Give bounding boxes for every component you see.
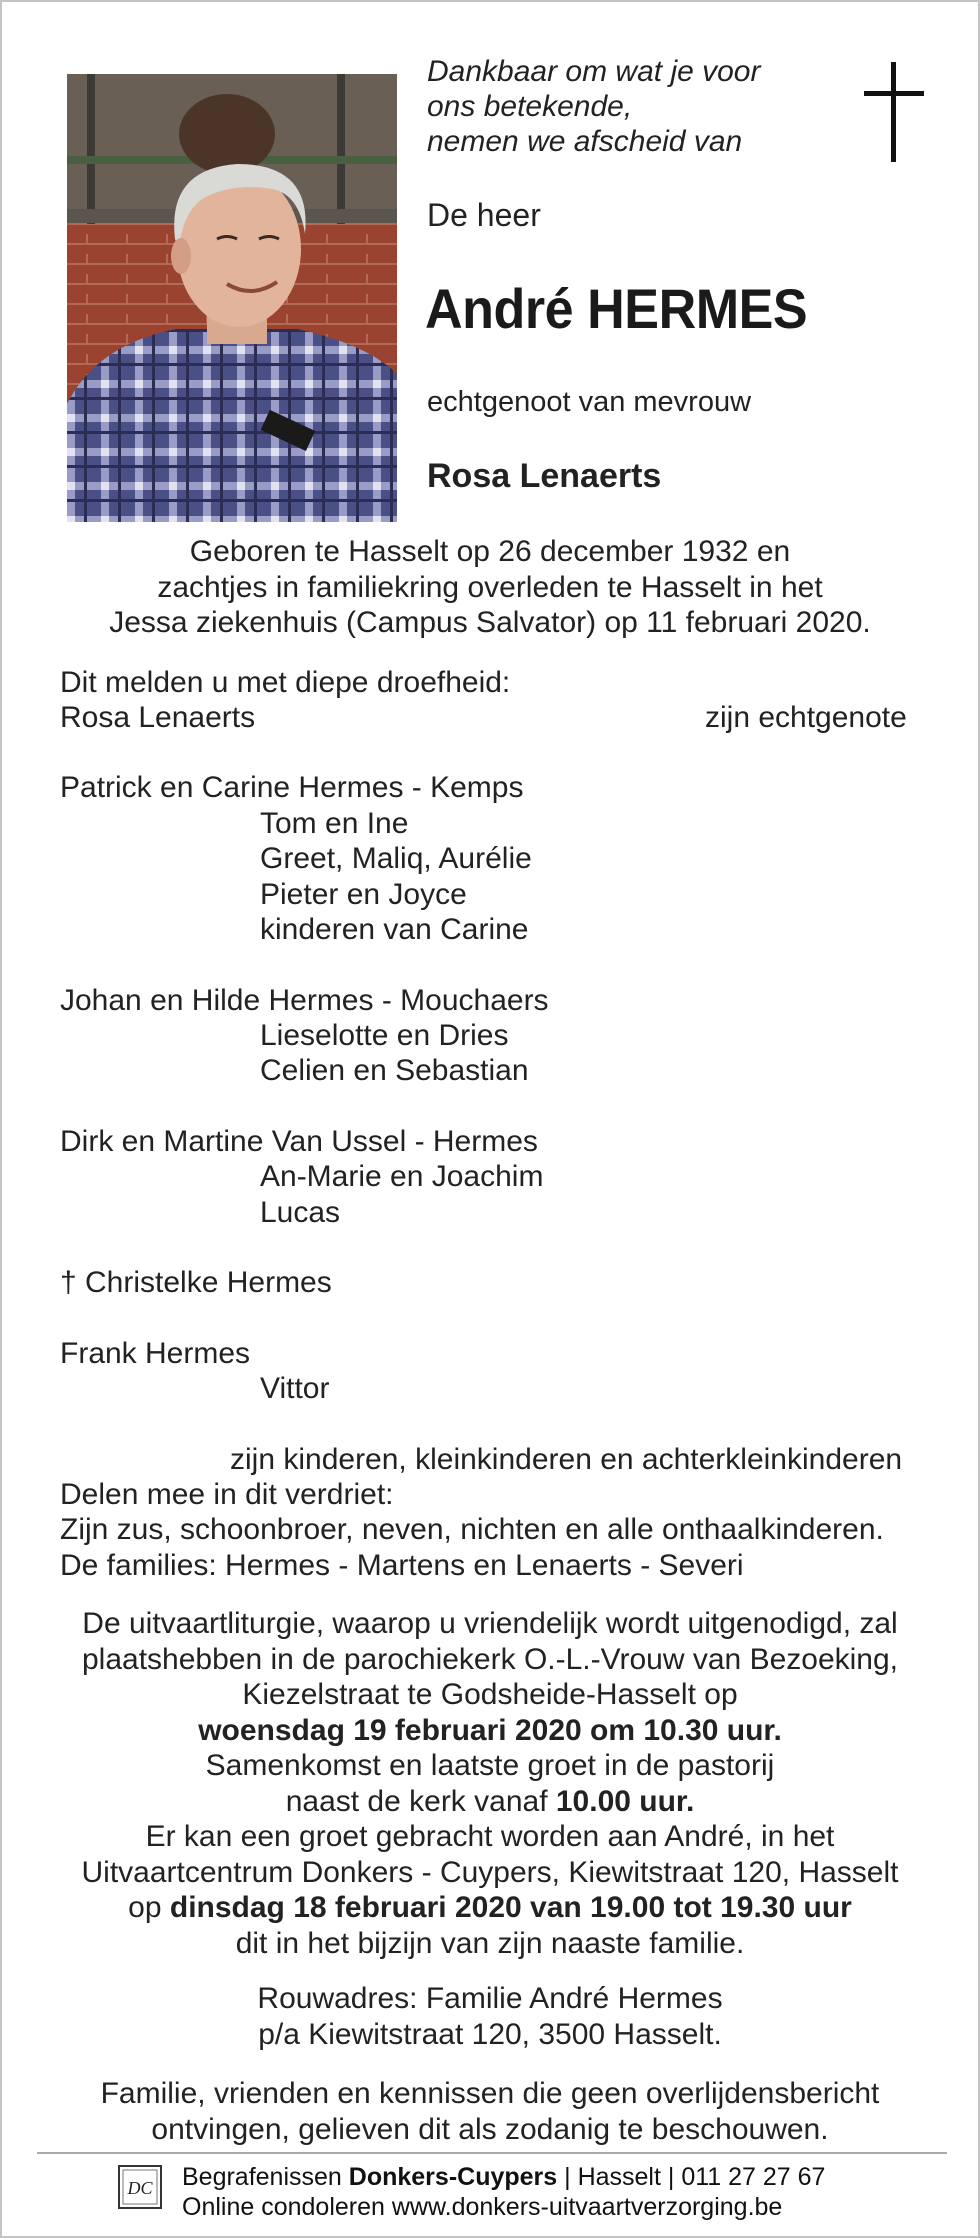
share-line: Zijn zus, schoonbroer, neven, nichten en alle onthaalkinderen.: [60, 1513, 884, 1546]
text-line: Samenkomst en laatste groet in de pastorij: [205, 1749, 775, 1782]
family-head: Dirk en Martine Van Ussel - Hermes: [60, 1125, 538, 1158]
text-line: op dinsdag 18 februari 2020 van 19.00 tot 19.30 uur: [128, 1891, 852, 1924]
text-line: Familie, vrienden en kennissen die geen overlijdensbericht: [100, 2077, 880, 2110]
footer-line-2: Online condoleren www.donkers-uitvaartverzorging.be: [182, 2193, 783, 2221]
family-member: Lieselotte en Dries: [260, 1019, 509, 1052]
announce-heading: Dit melden u met diepe droefheid:: [60, 666, 511, 699]
spouse-label: echtgenoot van mevrouw: [427, 386, 752, 418]
text-line: dit in het bijzijn van zijn naaste familie.: [235, 1926, 745, 1960]
family-member: Greet, Maliq, Aurélie: [260, 842, 532, 875]
quote-line: Dankbaar om wat je voor: [427, 55, 761, 88]
family-member: kinderen van Carine: [260, 913, 529, 946]
family-head: Patrick en Carine Hermes - Kemps: [60, 771, 524, 804]
footer-divider: [37, 2152, 947, 2154]
portrait-photo: [67, 74, 397, 522]
deceased-name: André HERMES: [425, 277, 808, 340]
honorific: De heer: [427, 197, 541, 233]
family-member: Pieter en Joyce: [260, 878, 467, 911]
text-line: Geboren te Hasselt op 26 december 1932 en: [189, 535, 791, 568]
announce-spouse-role: zijn echtgenote: [705, 701, 907, 734]
ceremony-text: [2, 1606, 978, 1961]
family-head: † Christelke Hermes: [60, 1266, 332, 1299]
relation-text: zijn kinderen, kleinkinderen en achterkleinkinderen: [230, 1443, 903, 1476]
family-head: Frank Hermes: [60, 1337, 251, 1370]
family-member: An-Marie en Joachim: [260, 1160, 544, 1193]
notice-text: [2, 2076, 978, 2147]
birth-death-text: [2, 534, 978, 641]
footer-line-1: Begrafenissen Donkers-Cuypers | Hasselt | 011 27 27 67: [182, 2163, 826, 2191]
address-text: [2, 1981, 978, 2052]
text-line: p/a Kiewitstraat 120, 3500 Hasselt.: [258, 2017, 722, 2051]
family-member: Vittor: [260, 1372, 330, 1405]
ceremony-date: woensdag 19 februari 2020 om 10.30 uur.: [198, 1713, 782, 1747]
text-line: naast de kerk vanaf 10.00 uur.: [285, 1784, 695, 1818]
family-member: Lucas: [260, 1196, 341, 1229]
text-line: Er kan een groet gebracht worden aan André, in het: [145, 1820, 835, 1853]
funeral-home-name: Donkers-Cuypers: [348, 2163, 558, 2191]
text-line: De uitvaartliturgie, waarop u vriendelijk wordt uitgenodigd, zal: [82, 1607, 898, 1640]
quote-line: ons betekende,: [427, 90, 633, 123]
text-line: Rouwadres: Familie André Hermes: [257, 1982, 723, 2015]
text-line: Jessa ziekenhuis (Campus Salvator) op 11 februari 2020.: [109, 606, 871, 639]
family-member: Celien en Sebastian: [260, 1054, 529, 1087]
svg-text:DC: DC: [127, 2178, 153, 2198]
text-line: zachtjes in familiekring overleden te Hasselt in het: [157, 570, 823, 604]
announce-spouse: Rosa Lenaerts: [60, 701, 256, 734]
family-head: Johan en Hilde Hermes - Mouchaers: [60, 984, 549, 1017]
text-line: plaatshebben in de parochiekerk O.-L.-Vrouw van Bezoeking,: [81, 1642, 899, 1676]
quote-line: nemen we afscheid van: [427, 125, 743, 158]
share-line: De families: Hermes - Martens en Lenaerts - Severi: [60, 1549, 744, 1582]
family-member: Tom en Ine: [260, 807, 409, 840]
text-line: Kiezelstraat te Godsheide-Hasselt op: [242, 1678, 738, 1711]
cross-icon: [864, 62, 924, 162]
gathering-time: 10.00 uur.: [555, 1784, 695, 1818]
text-line: ontvingen, gelieven dit als zodanig te beschouwen.: [151, 2112, 829, 2146]
share-line: Delen mee in dit verdriet:: [60, 1478, 394, 1511]
farewell-quote: [427, 54, 761, 159]
spouse-name: Rosa Lenaerts: [427, 457, 662, 495]
text-line: Uitvaartcentrum Donkers - Cuypers, Kiewitstraat 120, Hasselt: [81, 1855, 899, 1889]
funeral-home-logo-icon: [116, 2163, 164, 2211]
visitation-date: dinsdag 18 februari 2020 van 19.00 tot 19.30 uur: [169, 1891, 852, 1924]
